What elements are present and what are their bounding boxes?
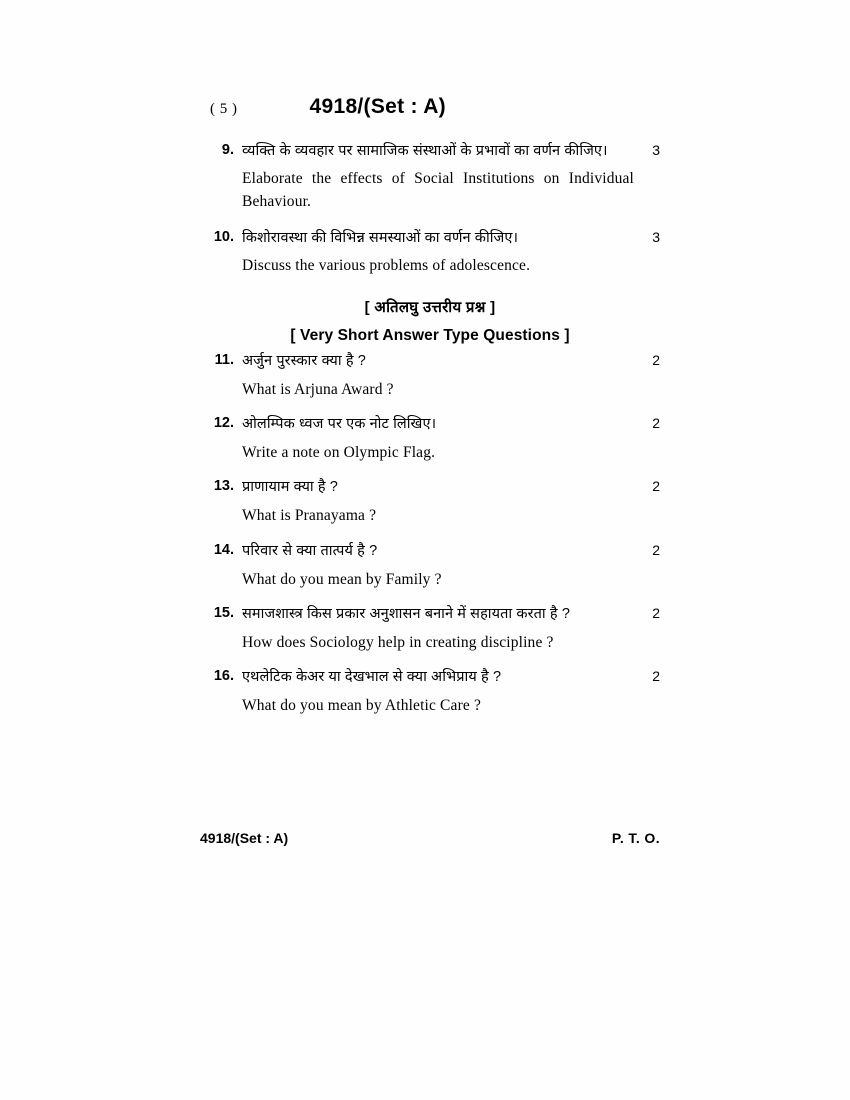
page-content — [200, 95, 660, 730]
spacer — [634, 498, 660, 499]
question-text-english: What is Pranayama ? — [242, 507, 377, 525]
question-marks: 2 — [652, 604, 660, 621]
spacer — [634, 625, 660, 626]
spacer — [634, 162, 660, 163]
question-marks: 2 — [652, 415, 660, 432]
question-text-english: Write a note on Olympic Flag. — [242, 444, 436, 462]
question-number: 10. — [213, 228, 234, 245]
spacer — [200, 372, 242, 373]
question-number: 15. — [213, 604, 234, 621]
spacer — [634, 372, 660, 373]
footer-pto: P. T. O. — [611, 830, 660, 846]
question-text-english: What do you mean by Family ? — [242, 570, 442, 588]
question-marks: 2 — [652, 351, 660, 368]
question-marks: 2 — [652, 541, 660, 558]
question-text-english: What is Arjuna Award ? — [242, 380, 394, 398]
question-number: 14. — [213, 541, 234, 558]
spacer — [200, 562, 242, 563]
question-marks: 3 — [652, 142, 660, 158]
page-footer — [200, 830, 660, 846]
page-header — [200, 95, 660, 119]
spacer — [200, 249, 242, 250]
question-text-hindi: प्राणायाम क्या है ? — [242, 479, 338, 496]
spacer — [200, 498, 242, 499]
section-heading-hindi: [ अतिलघु उत्तरीय प्रश्न ] — [364, 298, 496, 316]
question-item — [200, 414, 660, 464]
section-heading-english: [ Very Short Answer Type Questions ] — [290, 326, 570, 344]
question-item — [200, 351, 660, 401]
question-number: 16. — [213, 668, 234, 685]
question-item — [200, 228, 660, 277]
question-text-english: Discuss the various problems of adolescence. — [242, 256, 531, 274]
question-text-hindi: एथलेटिक केअर या देखभाल से क्या अभिप्राय है ? — [242, 669, 502, 686]
spacer — [200, 435, 242, 436]
question-item — [200, 477, 660, 527]
question-number: 12. — [213, 415, 234, 432]
question-item — [200, 141, 660, 214]
question-number: 13. — [213, 478, 234, 495]
question-item — [200, 604, 660, 654]
spacer — [634, 688, 660, 689]
question-marks: 3 — [652, 228, 660, 245]
question-text-hindi: व्यक्ति के व्यवहार पर सामाजिक संस्थाओं के प्रभावों का वर्णन कीजिए। — [242, 143, 608, 159]
question-text-hindi: परिवार से क्या तात्पर्य है ? — [242, 542, 378, 559]
footer-paper-code: 4918/(Set : A) — [200, 830, 289, 846]
spacer — [200, 625, 242, 626]
question-item — [200, 667, 660, 717]
question-text-hindi: समाजशास्त्र किस प्रकार अनुशासन बनाने में सहायता करता है ? — [242, 605, 570, 622]
paper-code: 4918/(Set : A) — [309, 95, 446, 118]
question-number: 9. — [221, 142, 234, 158]
spacer — [634, 249, 660, 250]
page-number: ( 5 ) — [210, 101, 238, 117]
spacer — [634, 435, 660, 436]
question-text-hindi: किशोरावस्था की विभिन्न समस्याओं का वर्णन कीजिए। — [242, 229, 519, 246]
question-item — [200, 541, 660, 591]
question-number: 11. — [214, 351, 234, 368]
section-heading — [200, 297, 660, 345]
spacer — [634, 562, 660, 563]
question-text-english: Elaborate the effects of Social Institutions on Individual Behaviour. — [242, 170, 634, 211]
question-marks: 2 — [652, 478, 660, 495]
question-text-hindi: ओलम्पिक ध्वज पर एक नोट लिखिए। — [242, 416, 437, 433]
question-text-hindi: अर्जुन पुरस्कार क्या है ? — [242, 352, 366, 369]
question-marks: 2 — [652, 668, 660, 685]
question-text-english: How does Sociology help in creating discipline ? — [242, 633, 554, 651]
question-text-english: What do you mean by Athletic Care ? — [242, 697, 481, 715]
spacer — [200, 162, 242, 163]
spacer — [200, 688, 242, 689]
